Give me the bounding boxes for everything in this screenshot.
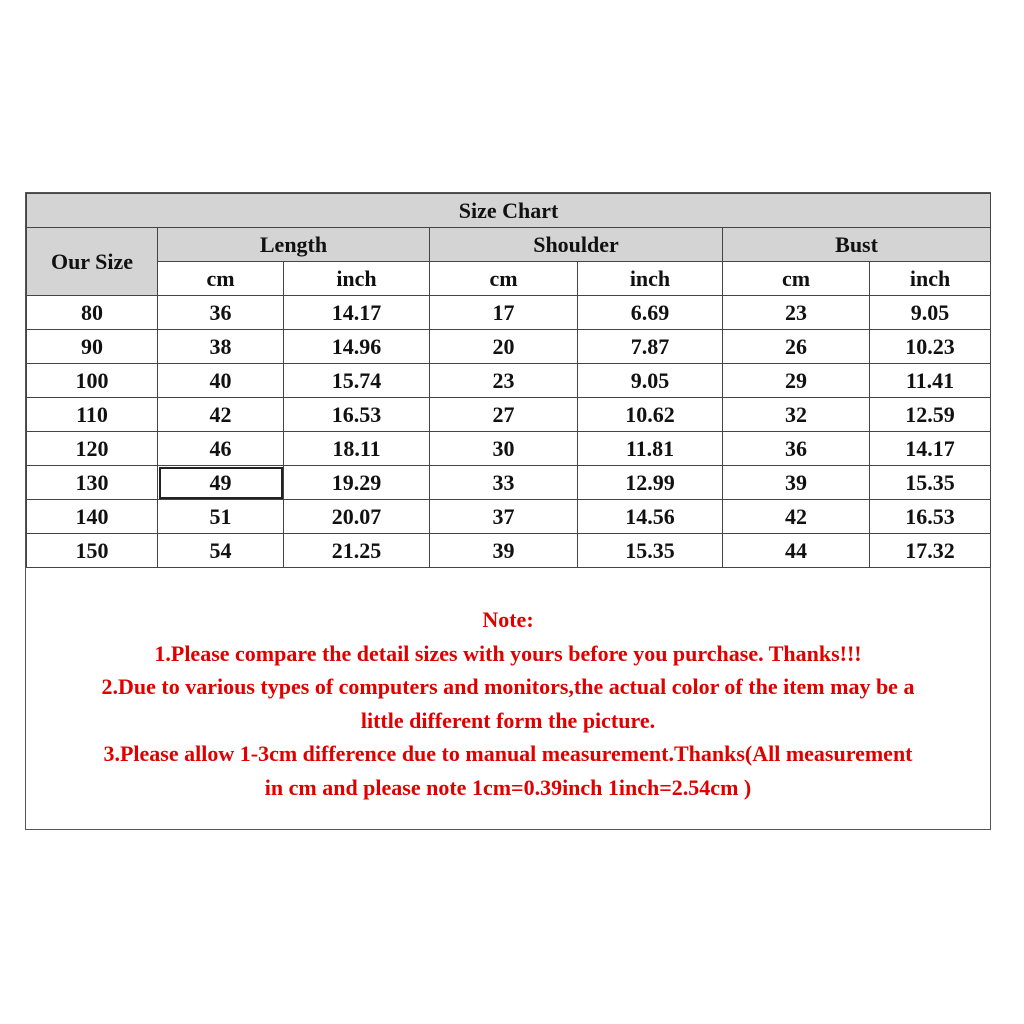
unit-header: cm	[430, 262, 578, 296]
table-cell[interactable]: 39	[723, 466, 870, 500]
table-cell[interactable]: 15.35	[870, 466, 991, 500]
table-cell[interactable]: 18.11	[284, 432, 430, 466]
table-cell[interactable]: 46	[158, 432, 284, 466]
table-cell[interactable]: 20.07	[284, 500, 430, 534]
group-header-shoulder: Shoulder	[430, 228, 723, 262]
selected-table-cell[interactable]: 49	[158, 466, 284, 500]
table-row	[27, 364, 991, 398]
table-cell[interactable]: 11.81	[578, 432, 723, 466]
table-row	[27, 466, 991, 500]
table-cell[interactable]: 39	[430, 534, 578, 568]
table-row	[27, 296, 991, 330]
table-cell[interactable]: 16.53	[284, 398, 430, 432]
unit-header: cm	[158, 262, 284, 296]
table-cell[interactable]: 9.05	[578, 364, 723, 398]
table-cell[interactable]: 21.25	[284, 534, 430, 568]
note-line: 1.Please compare the detail sizes with yours before you purchase. Thanks!!!	[154, 640, 862, 666]
table-cell[interactable]: 36	[158, 296, 284, 330]
table-row	[27, 432, 991, 466]
table-title: Size Chart	[27, 194, 991, 228]
table-cell[interactable]: 19.29	[284, 466, 430, 500]
note-heading: Note:	[482, 607, 534, 632]
note-line: 2.Due to various types of computers and monitors,the actual color of the item may be a	[101, 674, 915, 700]
notes-section	[26, 568, 990, 805]
table-row	[27, 534, 991, 568]
table-cell[interactable]: 20	[430, 330, 578, 364]
table-cell[interactable]: 17	[430, 296, 578, 330]
note-line: 3.Please allow 1-3cm difference due to manual measurement.Thanks(All measurement	[103, 741, 913, 767]
table-cell[interactable]: 51	[158, 500, 284, 534]
table-cell[interactable]: 42	[158, 398, 284, 432]
size-cell[interactable]: 120	[27, 432, 158, 466]
table-cell[interactable]: 23	[430, 364, 578, 398]
size-cell[interactable]: 100	[27, 364, 158, 398]
table-cell[interactable]: 27	[430, 398, 578, 432]
size-cell[interactable]: 110	[27, 398, 158, 432]
unit-header: inch	[578, 262, 723, 296]
table-cell[interactable]: 44	[723, 534, 870, 568]
table-cell[interactable]: 15.35	[578, 534, 723, 568]
size-cell[interactable]: 80	[27, 296, 158, 330]
table-cell[interactable]: 9.05	[870, 296, 991, 330]
note-line: in cm and please note 1cm=0.39inch 1inch=2.54cm )	[264, 774, 752, 800]
table-cell[interactable]: 12.59	[870, 398, 991, 432]
table-cell[interactable]: 10.62	[578, 398, 723, 432]
unit-header: inch	[870, 262, 991, 296]
table-cell[interactable]: 10.23	[870, 330, 991, 364]
size-cell[interactable]: 140	[27, 500, 158, 534]
table-cell[interactable]: 32	[723, 398, 870, 432]
group-header-length: Length	[158, 228, 430, 262]
table-cell[interactable]: 33	[430, 466, 578, 500]
unit-header: inch	[284, 262, 430, 296]
unit-header-row	[27, 262, 991, 296]
table-cell[interactable]: 54	[158, 534, 284, 568]
size-chart-table	[26, 193, 991, 568]
table-cell[interactable]: 14.17	[870, 432, 991, 466]
unit-header: cm	[723, 262, 870, 296]
table-cell[interactable]: 23	[723, 296, 870, 330]
table-cell[interactable]: 11.41	[870, 364, 991, 398]
note-line: little different form the picture.	[360, 707, 656, 733]
table-cell[interactable]: 17.32	[870, 534, 991, 568]
group-header-bust: Bust	[723, 228, 991, 262]
table-cell[interactable]: 14.17	[284, 296, 430, 330]
group-header-row	[27, 228, 991, 262]
table-cell[interactable]: 7.87	[578, 330, 723, 364]
size-cell[interactable]: 130	[27, 466, 158, 500]
table-row	[27, 330, 991, 364]
table-cell[interactable]: 30	[430, 432, 578, 466]
table-cell[interactable]: 29	[723, 364, 870, 398]
table-cell[interactable]: 37	[430, 500, 578, 534]
size-chart-sheet	[25, 192, 991, 830]
title-row	[27, 194, 991, 228]
table-cell[interactable]: 14.56	[578, 500, 723, 534]
our-size-header: Our Size	[27, 228, 158, 296]
table-cell[interactable]: 36	[723, 432, 870, 466]
table-cell[interactable]: 42	[723, 500, 870, 534]
table-cell[interactable]: 14.96	[284, 330, 430, 364]
table-cell[interactable]: 15.74	[284, 364, 430, 398]
size-cell[interactable]: 90	[27, 330, 158, 364]
size-cell[interactable]: 150	[27, 534, 158, 568]
table-cell[interactable]: 12.99	[578, 466, 723, 500]
table-cell[interactable]: 40	[158, 364, 284, 398]
table-row	[27, 398, 991, 432]
table-cell[interactable]: 26	[723, 330, 870, 364]
table-cell[interactable]: 38	[158, 330, 284, 364]
table-cell[interactable]: 16.53	[870, 500, 991, 534]
table-row	[27, 500, 991, 534]
table-cell[interactable]: 6.69	[578, 296, 723, 330]
